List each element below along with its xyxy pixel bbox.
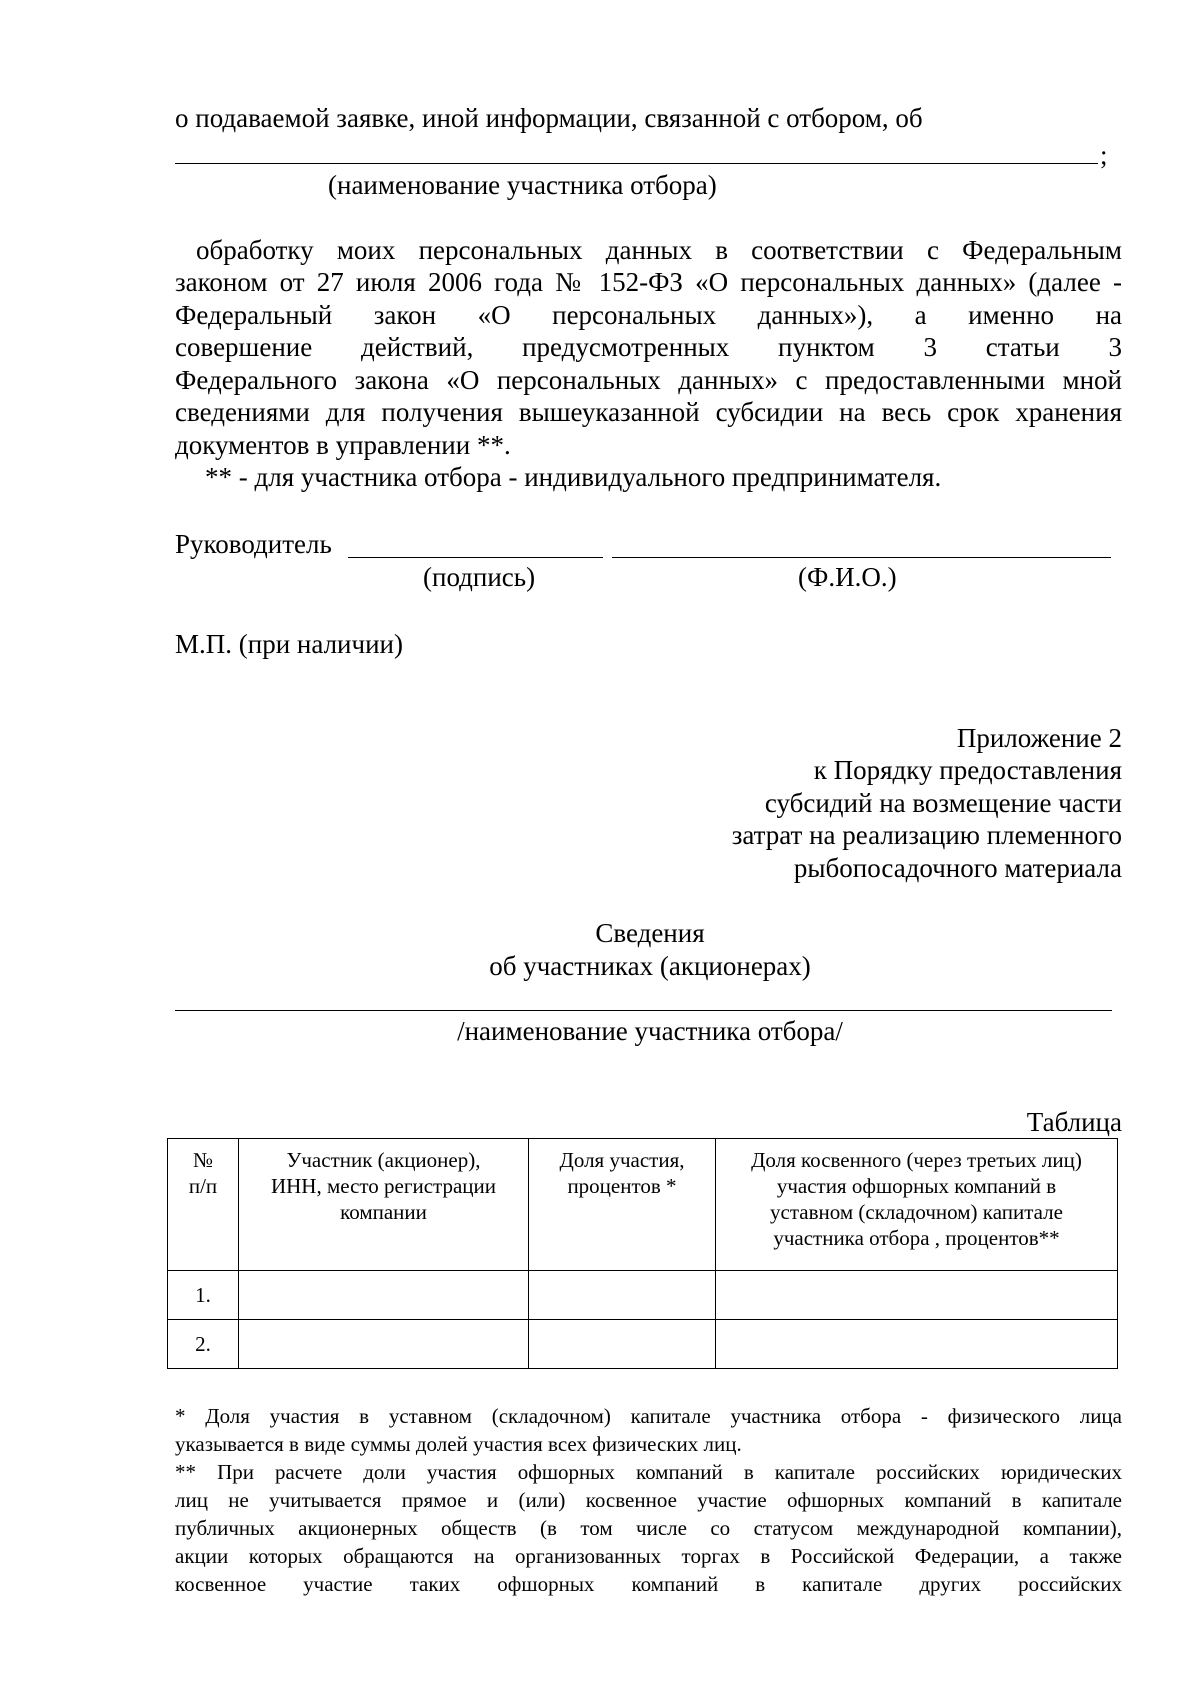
participant-name-caption: (наименование участника отбора) xyxy=(328,170,717,200)
consent-line-7: документов в управлении **. xyxy=(175,430,511,460)
row-2-share xyxy=(529,1320,716,1369)
semicolon: ; xyxy=(1100,140,1108,170)
row-1-number: 1. xyxy=(168,1271,239,1320)
note-1-line-2: указывается в виде суммы долей участия всех физических лиц. xyxy=(175,1432,742,1456)
appendix-line-2: к Порядку предоставления xyxy=(813,755,1122,785)
note-1-line-1: * Доля участия в уставном (складочном) капитале участника отбора - физического лица xyxy=(175,1404,1122,1428)
header-share-line-1: Доля участия, xyxy=(559,1148,685,1172)
note-2-line-4: акции которых обращаются на организованных торгах в Российской Федерации, а также xyxy=(175,1544,1122,1568)
full-name-underline xyxy=(612,557,1111,558)
row-2-participant xyxy=(239,1320,529,1369)
row-2-indirect-share xyxy=(716,1320,1118,1369)
table-row xyxy=(168,1271,1118,1320)
table-header-row xyxy=(168,1139,1118,1271)
appendix-line-5: рыбопосадочного материала xyxy=(793,853,1122,883)
note-2-line-3: публичных акционерных обществ (в том числе со статусом международной компании), xyxy=(175,1516,1122,1540)
entrepreneur-footnote: ** - для участника отбора - индивидуального предпринимателя. xyxy=(205,462,942,492)
consent-line-4: совершение действий, предусмотренных пунктом 3 статьи 3 xyxy=(175,332,1122,362)
header-number-line-1: № xyxy=(192,1148,214,1172)
consent-line-6: сведениями для получения вышеуказанной субсидии на весь срок хранения xyxy=(175,397,1122,427)
row-1-indirect-share xyxy=(716,1271,1118,1320)
appendix-line-4: затрат на реализацию племенного xyxy=(731,820,1122,850)
head-label: Руководитель xyxy=(175,529,332,559)
table-row xyxy=(168,1320,1118,1369)
full-name-caption: (Ф.И.О.) xyxy=(798,562,897,592)
header-participant-line-1: Участник (акционер), xyxy=(286,1148,481,1172)
appendix-line-3: субсидий на возмещение части xyxy=(764,788,1122,818)
header-participant xyxy=(239,1139,529,1271)
stamp-label: М.П. (при наличии) xyxy=(175,629,403,659)
signature-caption: (подпись) xyxy=(423,562,536,592)
header-number-line-2: п/п xyxy=(188,1174,218,1198)
document-title: Сведения xyxy=(595,918,705,948)
consent-line-2: законом от 27 июля 2006 года № 152-ФЗ «О персональных данных» (далее - xyxy=(175,267,1122,297)
header-indirect-line-3: уставном (складочном) капитале xyxy=(770,1200,1063,1224)
header-participant-line-3: компании xyxy=(340,1200,427,1224)
name-underline xyxy=(175,163,1098,164)
participant-name-underline xyxy=(175,1010,1112,1011)
continuation-line: о подаваемой заявке, иной информации, связанной с отбором, об xyxy=(175,103,923,133)
signature-underline xyxy=(348,557,603,558)
participants-table xyxy=(167,1138,1118,1369)
consent-line-5: Федерального закона «О персональных данных» с предоставленными мной xyxy=(175,365,1122,395)
header-indirect-line-2: участия офшорных компаний в xyxy=(776,1174,1057,1198)
appendix-line-1: Приложение 2 xyxy=(956,723,1122,753)
note-2-line-1: ** При расчете доли участия офшорных компаний в капитале российских юридических xyxy=(175,1460,1122,1484)
header-number xyxy=(168,1139,239,1271)
document-subtitle: об участниках (акционерах) xyxy=(489,951,811,981)
row-1-share xyxy=(529,1271,716,1320)
row-1-participant xyxy=(239,1271,529,1320)
note-2-line-5: косвенное участие таких офшорных компаний в капитале других российских xyxy=(175,1572,1122,1596)
participant-name-caption-2: /наименование участника отбора/ xyxy=(457,1016,843,1046)
note-2-line-2: лиц не учитывается прямое и (или) косвенное участие офшорных компаний в капитале xyxy=(175,1488,1122,1512)
header-share xyxy=(529,1139,716,1271)
row-2-number: 2. xyxy=(168,1320,239,1369)
consent-line-3: Федеральный закон «О персональных данных»), а именно на xyxy=(175,300,1122,330)
header-participant-line-2: ИНН, место регистрации xyxy=(270,1174,497,1198)
header-indirect-line-1: Доля косвенного (через третьих лиц) xyxy=(751,1148,1082,1172)
consent-line-1: обработку моих персональных данных в соответствии с Федеральным xyxy=(196,235,1122,265)
header-indirect-share xyxy=(716,1139,1118,1271)
table-label: Таблица xyxy=(1026,1107,1122,1137)
header-indirect-line-4: участника отбора , процентов** xyxy=(773,1226,1060,1250)
header-share-line-2: процентов * xyxy=(567,1174,677,1198)
